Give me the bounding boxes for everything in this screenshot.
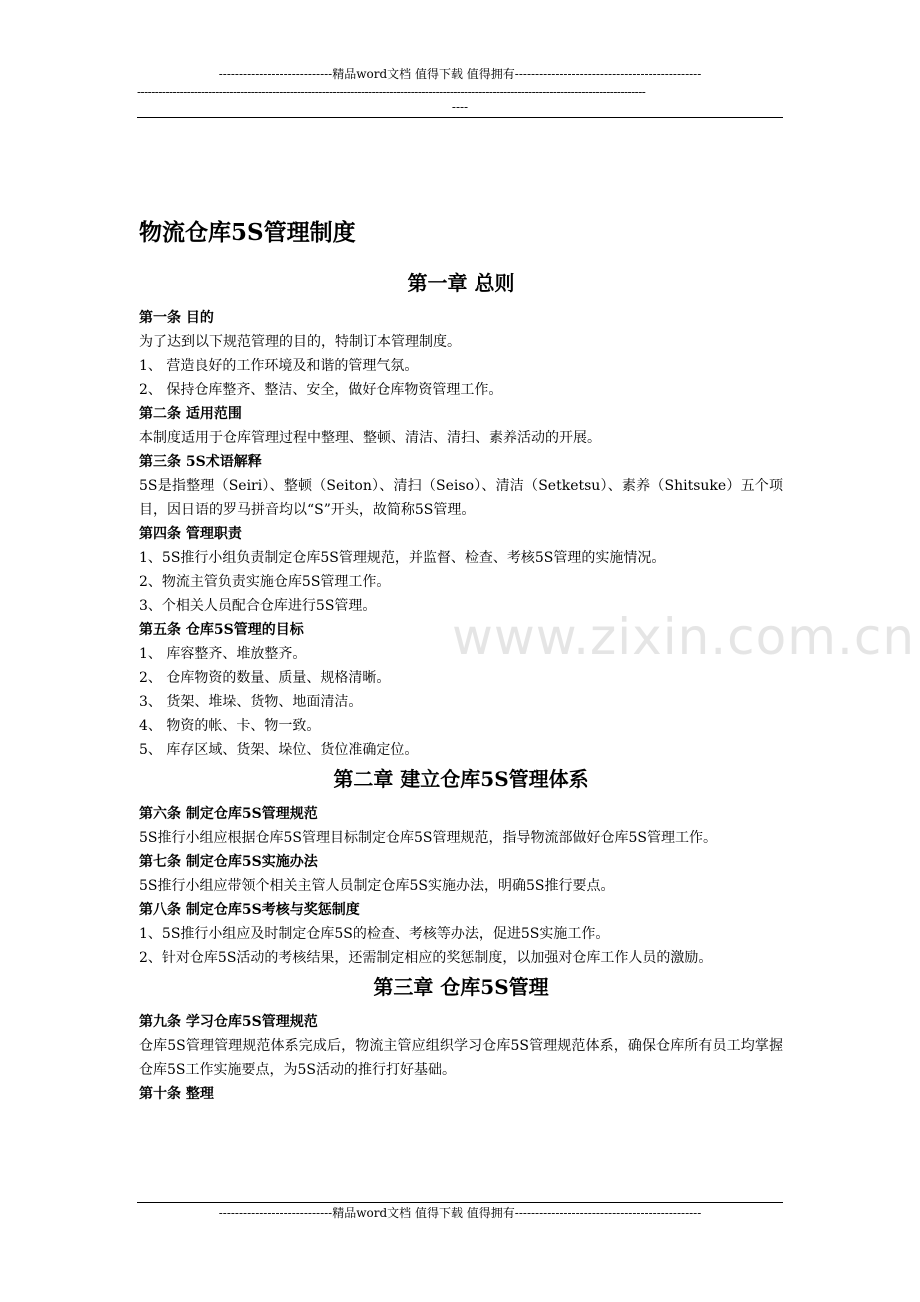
list-item: 3、个相关人员配合仓库进行5S管理。 bbox=[139, 598, 377, 614]
document-body bbox=[139, 266, 783, 1106]
list-item: 4、 物资的帐、卡、物一致。 bbox=[139, 718, 321, 734]
footer-banner: ----------------------------精品word文档 值得下载 值得拥有---------------------------------------------- bbox=[218, 1206, 702, 1220]
header-rule bbox=[137, 117, 783, 118]
list-item: 2、针对仓库5S活动的考核结果，还需制定相应的奖惩制度，以加强对仓库工作人员的激励。 bbox=[139, 950, 713, 966]
chapter-heading: 第一章 总则 bbox=[407, 271, 515, 295]
list-item: 1、 库容整齐、堆放整齐。 bbox=[139, 646, 307, 662]
article-heading: 第八条 制定仓库5S考核与奖惩制度 bbox=[139, 902, 360, 918]
article-heading: 第一条 目的 bbox=[139, 310, 214, 326]
paragraph: 本制度适用于仓库管理过程中整理、整顿、清洁、清扫、素养活动的开展。 bbox=[139, 430, 601, 446]
article-heading: 第五条 仓库5S管理的目标 bbox=[139, 622, 304, 638]
list-item: 2、 保持仓库整齐、整洁、安全，做好仓库物资管理工作。 bbox=[139, 382, 503, 398]
document-title: 物流仓库5S管理制度 bbox=[139, 219, 356, 246]
chapter-heading: 第三章 仓库5S管理 bbox=[373, 975, 549, 999]
article-heading: 第九条 学习仓库5S管理规范 bbox=[139, 1014, 318, 1030]
paragraph: 仓库5S管理管理规范体系完成后，物流主管应组织学习仓库5S管理规范体系，确保仓库所有员工均掌握仓库5S工作实施要点，为5S活动的推行打好基础。 bbox=[139, 1038, 783, 1078]
list-item: 1、 营造良好的工作环境及和谐的管理气氛。 bbox=[139, 358, 419, 374]
article-heading: 第七条 制定仓库5S实施办法 bbox=[139, 854, 318, 870]
paragraph: 为了达到以下规范管理的目的，特制订本管理制度。 bbox=[139, 334, 461, 350]
article-heading: 第十条 整理 bbox=[139, 1086, 214, 1102]
paragraph: 5S推行小组应根据仓库5S管理目标制定仓库5S管理规范，指导物流部做好仓库5S管理工作。 bbox=[139, 830, 717, 846]
chapter-heading: 第二章 建立仓库5S管理体系 bbox=[333, 767, 589, 791]
list-item: 2、 仓库物资的数量、质量、规格清晰。 bbox=[139, 670, 391, 686]
article-heading: 第二条 适用范围 bbox=[139, 406, 242, 422]
list-item: 1、5S推行小组负责制定仓库5S管理规范，并监督、检查、考核5S管理的实施情况。 bbox=[139, 550, 666, 566]
watermark: www.zixin.com.cn bbox=[452, 608, 916, 666]
article-heading: 第三条 5S术语解释 bbox=[139, 454, 262, 470]
header-dash-tail: ---- bbox=[451, 100, 469, 114]
list-item: 3、 货架、堆垛、货物、地面清洁。 bbox=[139, 694, 363, 710]
article-heading: 第六条 制定仓库5S管理规范 bbox=[139, 806, 318, 822]
paragraph: 5S推行小组应带领个相关主管人员制定仓库5S实施办法，明确5S推行要点。 bbox=[139, 878, 615, 894]
list-item: 5、 库存区域、货架、垛位、货位准确定位。 bbox=[139, 742, 419, 758]
header-banner: ----------------------------精品word文档 值得下载 值得拥有---------------------------------------------- bbox=[218, 67, 702, 81]
footer-rule bbox=[137, 1202, 783, 1203]
paragraph: 5S是指整理（Seiri）、整顿（Seiton）、清扫（Seiso）、清洁（Setketsu）、素养（Shitsuke）五个项目，因日语的罗马拼音均以“S”开头，故简称5S管理。 bbox=[139, 478, 783, 518]
list-item: 2、物流主管负责实施仓库5S管理工作。 bbox=[139, 574, 391, 590]
list-item: 1、5S推行小组应及时制定仓库5S的检查、考核等办法，促进5S实施工作。 bbox=[139, 926, 610, 942]
article-heading: 第四条 管理职责 bbox=[139, 526, 242, 542]
header-dash-line: ----------------------------------------------------------------------------------------------------------------------------------------------- bbox=[137, 85, 646, 99]
